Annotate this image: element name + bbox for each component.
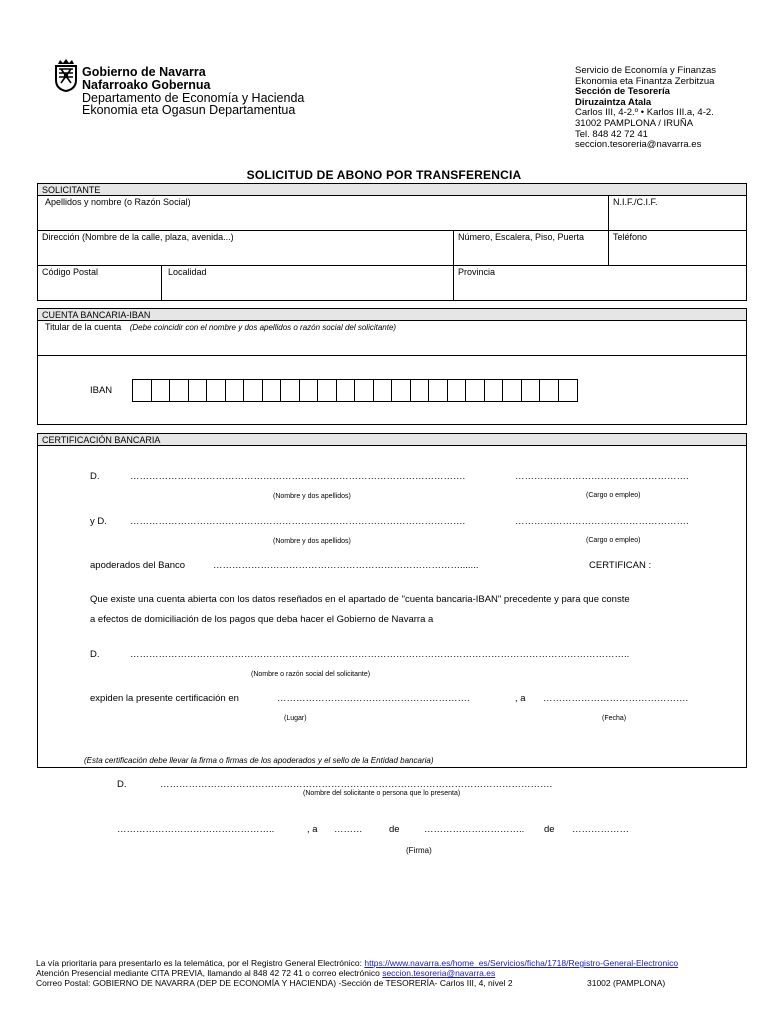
city: 31002 PAMPLONA / IRUÑA	[575, 117, 694, 129]
name-field[interactable]: Apellidos y nombre (o Razón Social)	[45, 197, 191, 207]
d-label: D.	[90, 471, 100, 482]
yd-role-field[interactable]: ……………………………………………….	[515, 516, 689, 527]
sign-de-2: de	[544, 824, 555, 835]
holder-field[interactable]	[45, 322, 396, 332]
number-field[interactable]: Número, Escalera, Piso, Puerta	[458, 232, 585, 242]
certify-label: CERTIFICAN :	[589, 560, 652, 571]
d-name-field[interactable]: …………………………………………………………………………………………….	[130, 471, 466, 482]
service-es: Servicio de Economía y Finanzas	[575, 65, 716, 76]
gov-name-es: Gobierno de Navarra	[82, 65, 206, 79]
role-caption-2: (Cargo o empleo)	[586, 537, 641, 544]
cuenta-section	[37, 308, 747, 425]
solicitante-section	[37, 183, 747, 301]
place-caption: (Lugar)	[284, 715, 307, 722]
d2-label: D.	[90, 649, 100, 660]
email-link[interactable]: seccion.tesoreria@navarra.es	[382, 968, 496, 978]
footer-line-1-text: La vía prioritaria para presentarlo es la telemática, por el Registro General Electrónico:	[36, 958, 365, 968]
sign-comma-a: , a	[307, 824, 318, 835]
email: seccion.tesoreria@navarra.es	[575, 139, 702, 151]
issue-label: expiden la presente certificación en	[90, 693, 239, 704]
address: Carlos III, 4-2.º • Karlos III.a, 4-2.	[575, 107, 714, 119]
nif-field[interactable]: N.I.F./C.I.F.	[613, 197, 658, 207]
bank-label: apoderados del Banco	[90, 560, 186, 571]
province-field[interactable]: Provincia	[458, 267, 496, 277]
section-eu: Diruzaintza Atala	[575, 96, 652, 108]
service-contact-block	[575, 66, 716, 151]
body-line-1: Que existe una cuenta abierta con los datos reseñados en el apartado de "cuenta bancaria-IBAN" precedente y para que conste	[90, 594, 630, 605]
iban-label: IBAN	[90, 385, 113, 396]
bank-field[interactable]: …………………………………………………………………….......	[213, 560, 479, 571]
dept-es: Departamento de Economía y Hacienda	[82, 91, 305, 105]
body-line-2: a efectos de domiciliación de los pagos que deba hacer el Gobierno de Navarra a	[90, 614, 434, 625]
name-caption-1: (Nombre y dos apellidos)	[273, 493, 351, 500]
footer-line-3: Correo Postal: GOBIERNO DE NAVARRA (DEP DE ECONOMÍA Y HACIENDA) -Sección de TESORERÍA- Carlos III, 4, nivel 2	[36, 978, 513, 988]
page-title: SOLICITUD DE ABONO POR TRANSFERENCIA	[246, 168, 522, 182]
presenter-field[interactable]: …………………………………………………………………………………………………………….	[160, 779, 553, 790]
iban-input[interactable]	[132, 379, 578, 402]
registry-link[interactable]: https://www.navarra.es/home_es/Servicios/ficha/1718/Registro-General-Electronico	[364, 958, 679, 968]
service-eu: Ekonomia eta Finantza Zerbitzua	[575, 75, 715, 87]
yd-label: y D.	[90, 516, 107, 527]
footer-line-2	[36, 968, 495, 978]
presenter-d-label: D.	[117, 779, 127, 790]
issue-comma-a: , a	[515, 693, 526, 704]
presenter-caption: (Nombre del solicitante o persona que lo presenta)	[303, 790, 461, 797]
address-field[interactable]: Dirección (Nombre de la calle, plaza, avenida...)	[42, 232, 234, 242]
signature-caption: (Firma)	[406, 846, 432, 855]
section-es: Sección de Tesorería	[575, 86, 670, 98]
holder-label: Titular de la cuenta	[45, 322, 122, 332]
footer-postal: 31002 (PAMPLONA)	[587, 978, 666, 988]
d2-field[interactable]: …………………………………………………………………………………………………………………………………………..	[130, 649, 630, 660]
issue-place-field[interactable]: …………………………………………………….	[277, 693, 470, 704]
gov-name-eu: Nafarroako Gobernua	[82, 78, 211, 92]
sign-place-field[interactable]: …………………………………………..	[117, 824, 275, 835]
yd-name-field[interactable]: …………………………………………………………………………………………….	[130, 516, 466, 527]
certificacion-heading: CERTIFICACIÓN BANCARIA	[38, 434, 746, 446]
applicant-caption: (Nombre o razón social del solicitante)	[251, 671, 371, 678]
phone: Tel. 848 42 72 41	[575, 128, 648, 140]
sign-day-field[interactable]: ………	[334, 824, 363, 835]
postal-code-field[interactable]: Código Postal	[42, 267, 99, 277]
role-caption-1: (Cargo o empleo)	[586, 492, 641, 499]
issue-date-field[interactable]: ……………………………………….	[543, 693, 689, 704]
navarra-coat-of-arms-icon	[54, 58, 78, 92]
sign-month-field[interactable]: …………………………..	[424, 824, 525, 835]
date-caption: (Fecha)	[602, 715, 627, 722]
d-role-field[interactable]: ……………………………………………….	[515, 471, 689, 482]
phone-field[interactable]: Teléfono	[613, 232, 648, 242]
holder-note: (Debe coincidir con el nombre y dos apellidos o razón social del solicitante)	[129, 323, 397, 332]
sign-de-1: de	[389, 824, 400, 835]
dept-eu: Ekonomia eta Ogasun Departamentua	[82, 103, 296, 117]
locality-field[interactable]: Localidad	[168, 267, 207, 277]
name-caption-2: (Nombre y dos apellidos)	[273, 538, 351, 545]
footer-line-2-text: Atención Presencial mediante CITA PREVIA, llamando al 848 42 72 41 o correo electrónico	[36, 968, 383, 978]
cuenta-heading: CUENTA BANCARIA-IBAN	[38, 309, 746, 321]
solicitante-heading: SOLICITANTE	[38, 184, 746, 196]
footer-line-1	[36, 958, 678, 968]
certification-note: (Esta certificación debe llevar la firma o firmas de los apoderados y el sello de la Entidad bancaria)	[84, 756, 434, 765]
sign-year-field[interactable]: ………………	[572, 824, 629, 835]
